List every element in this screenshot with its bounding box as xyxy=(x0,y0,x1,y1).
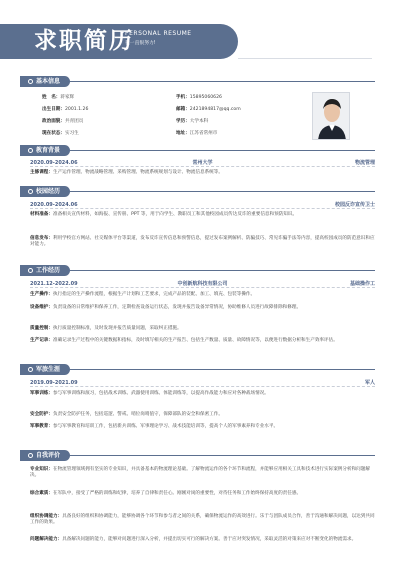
section-title: 教育背景 xyxy=(36,147,61,154)
field-address: 地址： 江苏省常州市 xyxy=(176,131,218,136)
section-title: 自我评价 xyxy=(36,452,61,459)
education-entry-header xyxy=(30,160,375,167)
military-item: 军事训练：参与军事训练和演习，包括战术训练、武器使用训练、体能训练等，以提高作战能力和应对各种战场情况。 xyxy=(30,391,269,396)
work-item: 生产操作：执行指定的生产操作流程，根据生产计划和工艺要求，完成产品的装配、加工、填充、包装等操作。 xyxy=(30,292,256,297)
page-title: 求职简历 xyxy=(34,28,134,54)
profile-photo xyxy=(312,92,350,140)
work-item: 质量控制：执行质量控制标准，及时发现并报告质量问题，采取纠正措施。 xyxy=(30,326,182,331)
section-pill xyxy=(20,364,70,375)
section-pill xyxy=(20,76,70,87)
section-rule xyxy=(70,150,375,151)
politics-value: 共青团员 xyxy=(64,119,84,124)
birth-value: 2001.1.26 xyxy=(64,107,89,112)
campus-org: 校园反诈宣传卫士 xyxy=(334,202,375,208)
military-item: 安全防护：负责安全防护任务，包括巡逻、警戒、哨位岗哨值守，保障部队的安全和保密工作。 xyxy=(30,412,223,417)
section-rule xyxy=(70,455,375,456)
section-rule xyxy=(70,369,375,370)
campus-item: 材料准备：准备相关宣传材料，如海报、宣传册、PPT 等，用于向学生、教职员工和其他校园成员传达反诈的重要信息和预防知识。 xyxy=(30,212,298,217)
military-entry-header xyxy=(30,380,375,387)
field-status: 现在状态： 实习生 xyxy=(42,131,79,136)
field-birth: 出生日期： 2001.1.26 xyxy=(42,107,89,112)
section-pill xyxy=(20,145,70,156)
section-title: 工作经历 xyxy=(36,267,61,274)
work-item: 设备维护：负责设备的日常维护和保养工作，定期检查设备运行状态，发现并报告设备异常情况，协助维修人员进行故障排除和修理。 xyxy=(30,305,302,310)
briefcase-icon xyxy=(28,268,33,273)
self-item: 组织协调能力：具备良好的组织和协调能力，能够协调各个环节和参与者之间的关系，确保物流运作的高效进行。乐于与团队成员合作，善于沟通和解决问题，以达到共同工作的效果。 xyxy=(30,514,375,526)
section-pill xyxy=(20,265,70,276)
flag-icon xyxy=(28,189,33,194)
work-company: 中创新航科技有限公司 xyxy=(177,281,228,287)
section-basic-info xyxy=(20,76,375,87)
education-date: 2020.09-2024.06 xyxy=(30,160,78,166)
field-name: 姓 名： 蒋家辉 xyxy=(42,95,75,100)
section-title: 军旅生涯 xyxy=(36,366,61,373)
section-rule xyxy=(70,81,375,82)
star-icon xyxy=(28,367,33,372)
field-email: 邮箱： 2421894817@qq.com xyxy=(176,107,241,112)
field-phone: 手机： 15895060626 xyxy=(176,95,222,100)
user-icon xyxy=(28,79,33,84)
page-subtitle: PERSONAL RESUME xyxy=(125,30,192,37)
education-school: 常州大学 xyxy=(192,160,213,166)
page-motto: 我一直很努力! xyxy=(125,41,156,46)
header-divider xyxy=(238,58,372,59)
self-item: 问题解决能力：具备解决问题的能力，能够对问题进行深入分析，并提出切实可行的解决方案。善于应对突发情况，采取灵活的对策来应对不断变化的物流需求。 xyxy=(30,537,357,542)
field-degree: 学历： 大学本科 xyxy=(176,119,209,124)
section-military xyxy=(20,364,375,375)
self-item: 专业知识：在物流管理领域拥有坚实的专业知识，并具备基本的物流理论基础。了解物流运作的各个环节和流程，并能够应用相关工具和技术进行实际案例分析和问题解决。 xyxy=(30,467,370,479)
status-value: 实习生 xyxy=(64,131,79,136)
section-self-evaluation xyxy=(20,450,375,461)
section-education xyxy=(20,145,375,156)
military-unit: 军人 xyxy=(364,380,375,386)
section-campus xyxy=(20,186,375,197)
field-politics: 政治面貌： 共青团员 xyxy=(42,119,84,124)
campus-item: 信息发布：利用学校官方网站、社交媒体平台等渠道，发布反诈宣传信息和预警信息，提过发布案例解析、防骗技巧、常见诈骗手法等内容，提高校园成员的防范意识和应对能力。 xyxy=(30,236,375,248)
section-pill xyxy=(20,450,70,461)
work-role: 基础操作工 xyxy=(349,281,375,287)
section-rule xyxy=(70,270,375,271)
work-entry-header xyxy=(30,281,375,288)
section-title: 基本信息 xyxy=(36,78,61,85)
email-value: 2421894817@qq.com xyxy=(189,107,241,112)
self-item: 综合素质：在军队中，接受了严格的训练和纪律，培养了自律和责任心。刚刚对岗的重要性，对待任务和工作始终保持高度的责任感。 xyxy=(30,491,302,496)
section-rule xyxy=(70,191,375,192)
phone-value: 15895060626 xyxy=(189,95,222,100)
section-work xyxy=(20,265,375,276)
degree-value: 大学本科 xyxy=(189,119,209,124)
education-courses: 主修课程：生产运作管理、物流战略管理、采购管理、物流系统规划与设计、物流信息系统等。 xyxy=(30,170,223,175)
address-value: 江苏省常州市 xyxy=(189,131,218,136)
comment-icon xyxy=(28,453,33,458)
graduation-cap-icon xyxy=(28,148,33,153)
work-item: 生产记录：准确记录生产过程中的关键数据和指标，及时填写相关的生产报告、包括生产数量、质量、故障情况等，以便进行数据分析和生产效率评估。 xyxy=(30,338,338,343)
education-major: 物流管理 xyxy=(354,160,375,166)
section-title: 校园经历 xyxy=(36,188,61,195)
work-date: 2021.12-2022.09 xyxy=(30,281,78,287)
military-item: 军事教育：参与军事教育和培训工作，包括新兵训练、军事理论学习、战术技能培训等，提高个人的军事素养和专业水平。 xyxy=(30,424,279,429)
name-value: 蒋家辉 xyxy=(60,95,75,100)
military-date: 2019.09-2021.09 xyxy=(30,380,78,386)
campus-entry-header xyxy=(30,202,375,209)
campus-date: 2020.09-2024.06 xyxy=(30,202,78,208)
section-pill xyxy=(20,186,70,197)
